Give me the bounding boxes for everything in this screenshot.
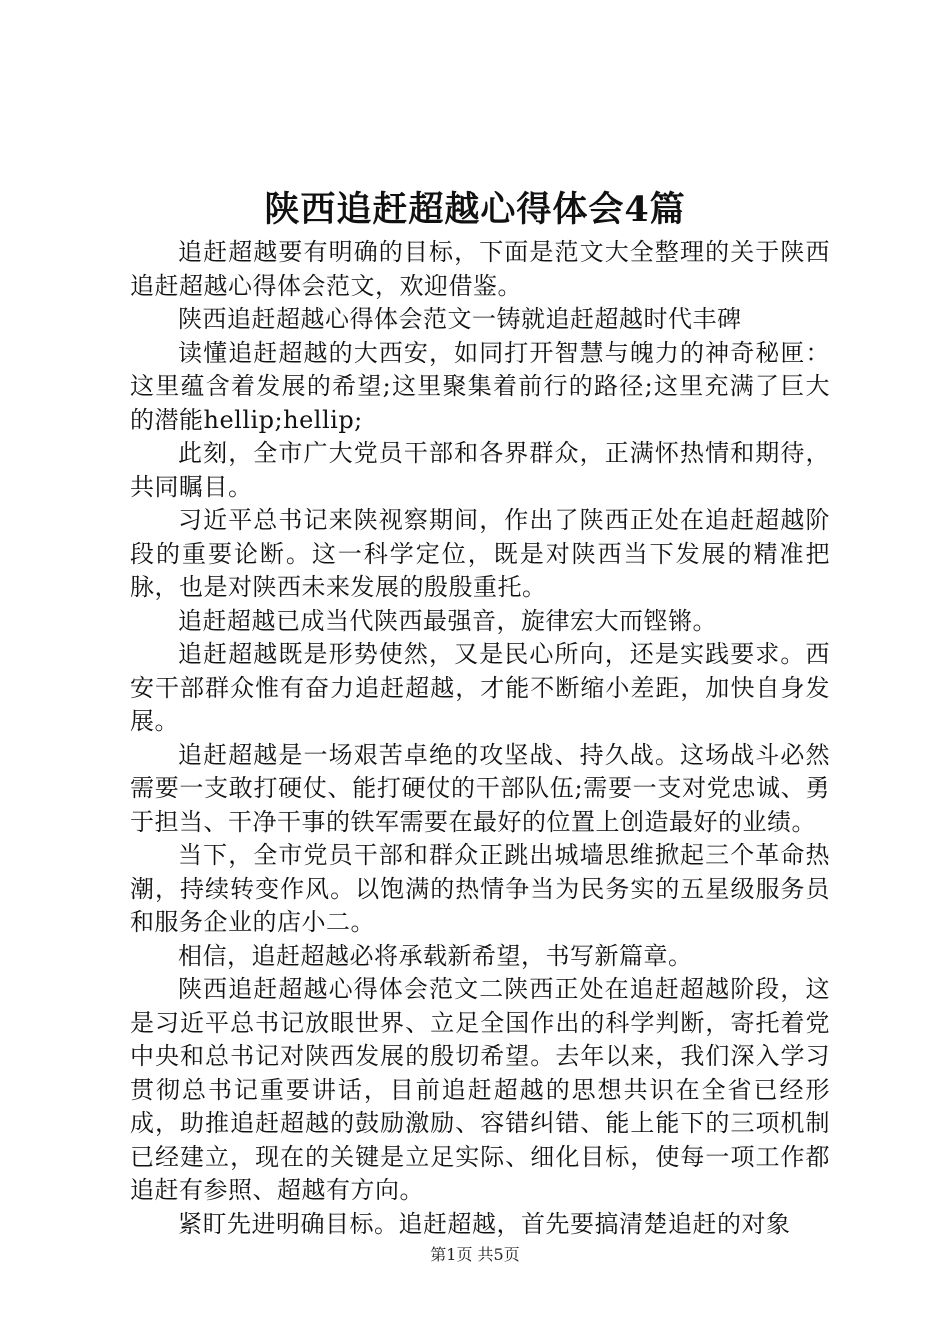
paragraph: 追赶超越既是形势使然，又是民心所向，还是实践要求。西安干部群众惟有奋力追赶超越，才能不断缩小差距，加快自身发展。 <box>130 640 830 735</box>
document-title: 陕西追赶超越心得体会4篇 <box>264 189 686 230</box>
paragraph: 紧盯先进明确目标。追赶超越，首先要搞清楚追赶的对象 <box>178 1209 791 1238</box>
paragraph: 习近平总书记来陕视察期间，作出了陕西正处在追赶超越阶段的重要论断。这一科学定位，既是对陕西当下发展的精准把脉，也是对陕西未来发展的殷殷重托。 <box>130 506 830 601</box>
paragraph-heading-essay-1: 陕西追赶超越心得体会范文一铸就追赶超越时代丰碑 <box>178 305 742 333</box>
paragraph: 追赶超越是一场艰苦卓绝的攻坚战、持久战。这场战斗必然需要一支敢打硬仗、能打硬仗的干部队伍;需要一支对党忠诚、勇于担当、干净干事的铁军需要在最好的位置上创造最好的业绩。 <box>130 740 830 836</box>
paragraph-essay-2: 陕西追赶超越心得体会范文二陕西正处在追赶超越阶段，这是习近平总书记放眼世界、立足全国作出的科学判断，寄托着党中央和总书记对陕西发展的殷切希望。去年以来，我们深入学习贯彻总书记重要讲话，目前追赶超越的思想共识在全省已经形成，助推追赶超越的鼓励激励、容错纠错、能上能下的三项机制已经建立，现在的关键是立足实际、细化目标，使每一项工作都追赶有参照、超越有方向。 <box>130 975 830 1204</box>
paragraph: 追赶超越已成当代陕西最强音，旋律宏大而铿锵。 <box>178 606 717 635</box>
paragraph: 此刻，全市广大党员干部和各界群众，正满怀热情和期待，共同瞩目。 <box>130 439 830 501</box>
page-footer: 第1页 共5页 <box>430 1245 520 1264</box>
paragraph: 相信，追赶超越必将承载新希望，书写新篇章。 <box>178 941 693 970</box>
document-body <box>130 236 830 1241</box>
paragraph: 读懂追赶超越的大西安，如同打开智慧与魄力的神奇秘匣：这里蕴含着发展的希望;这里聚集着前行的路径;这里充满了巨大的潜能hellip;hellip; <box>130 338 830 434</box>
paragraph: 当下，全市党员干部和群众正跳出城墙思维掀起三个革命热潮，持续转变作风。以饱满的热情争当为民务实的五星级服务员和服务企业的店小二。 <box>130 841 830 936</box>
paragraph-intro: 追赶超越要有明确的目标，下面是范文大全整理的关于陕西追赶超越心得体会范文，欢迎借鉴。 <box>130 238 830 300</box>
